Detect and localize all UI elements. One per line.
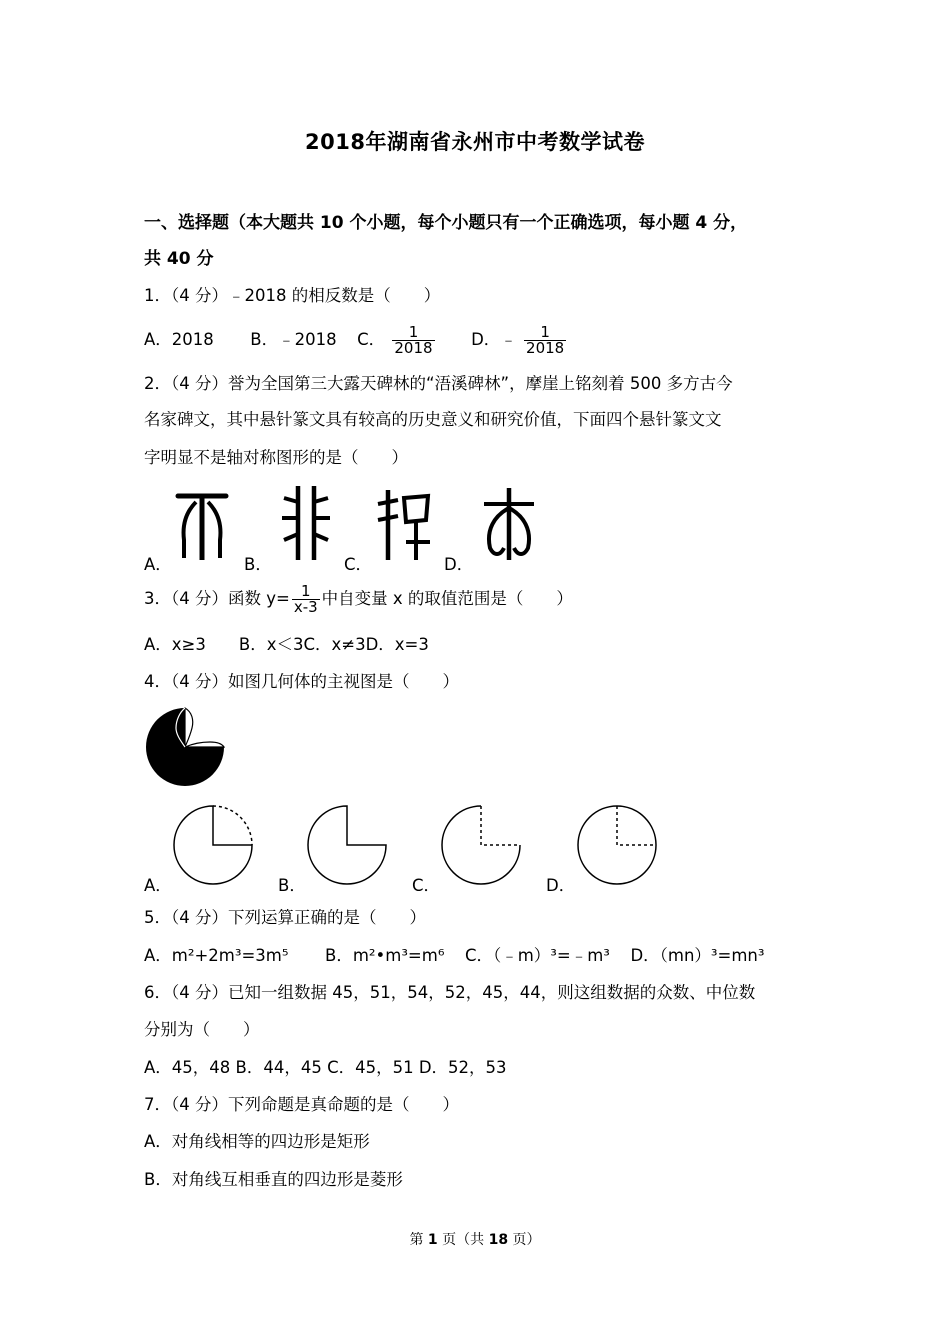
footer-total-pages: 18 [488, 1232, 509, 1248]
section-heading-line1: 一、选择题（本大题共 10 个小题，每个小题只有一个正确选项，每小题 4 分， [144, 213, 748, 233]
q5-options [144, 945, 765, 967]
q3-options: A．x≥3 B．x＜3C．x≠3D．x=3 [144, 635, 429, 654]
q3-numerator: 1 [292, 584, 320, 600]
q4-label-d: D． [546, 876, 576, 895]
q6-line2: 分别为（ ） [144, 1020, 260, 1039]
q5-stem: 5．（4 分）下列运算正确的是（ ） [144, 908, 426, 927]
q1-option-d-denominator: 2018 [526, 339, 565, 357]
q1-option-d-fraction [524, 325, 566, 356]
q1-option-c-fraction [392, 325, 434, 356]
q2-line3: 字明显不是轴对称图形的是（ ） [144, 448, 408, 467]
seal-character-c [376, 486, 436, 562]
q7-option-a: A．对角线相等的四边形是矩形 [144, 1132, 370, 1151]
q6-options: A．45，48 B．44，45 C．45，51 D．52，53 [144, 1058, 507, 1077]
q4-label-b: B． [278, 876, 306, 895]
footer-page-number: 1 [427, 1232, 438, 1248]
q3-prefix: 3．（4 分）函数 y= [144, 589, 290, 608]
footer-suffix: 页） [508, 1232, 541, 1248]
q2-line1: 2．（4 分）誉为全国第三大露天碑林的“浯溪碑林”，摩崖上铭刻着 500 多方古今 [144, 374, 733, 393]
q4-label-a: A． [144, 876, 172, 895]
q1-option-d-numerator: 1 [524, 325, 566, 341]
q4-option-a-figure [172, 804, 254, 886]
seal-character-a [176, 488, 228, 562]
q4-stem: 4．（4 分）如图几何体的主视图是（ ） [144, 672, 459, 691]
q5-option-c: C．（﹣m）³=﹣m³ [464, 946, 610, 965]
q5-option-a: A．m²+2m³=3m⁵ [144, 946, 289, 965]
q4-label-c: C． [412, 876, 441, 895]
q1-option-d-label: D．﹣ [471, 330, 517, 349]
q1-option-c-label: C． [357, 330, 386, 349]
q3-denominator: x-3 [293, 598, 318, 616]
q1-option-b: B．﹣2018 [250, 330, 337, 349]
seal-character-d [480, 486, 538, 562]
q4-option-c-figure [440, 804, 522, 886]
q2-label-d: D． [444, 555, 474, 574]
q2-label-a: A． [144, 555, 172, 574]
section-heading-line2: 共 40 分 [144, 249, 214, 269]
q7-stem: 7．（4 分）下列命题是真命题的是（ ） [144, 1095, 459, 1114]
q1-option-c-numerator: 1 [392, 325, 434, 341]
q2-line2: 名家碑文，其中悬针篆文具有较高的历史意义和研究价值，下面四个悬针篆文文 [144, 410, 722, 429]
q3-suffix: 中自变量 x 的取值范围是（ ） [321, 589, 573, 608]
q1-stem: 1．（4 分）﹣2018 的相反数是（ ） [144, 286, 441, 305]
sphere-solid-figure [144, 706, 226, 788]
q7-option-b: B．对角线互相垂直的四边形是菱形 [144, 1170, 403, 1189]
q1-option-a: A．2018 [144, 330, 214, 349]
q5-option-b: B．m²•m³=m⁶ [325, 946, 445, 965]
q2-label-c: C． [344, 555, 373, 574]
q4-option-d-figure [576, 804, 658, 886]
q6-line1: 6．（4 分）已知一组数据 45，51，54，52，45，44，则这组数据的众数、中位数 [144, 983, 756, 1002]
page-title: 2018年湖南省永州市中考数学试卷 [305, 130, 645, 154]
seal-character-b [280, 484, 332, 562]
q3-fraction [292, 584, 320, 615]
q1-option-c-denominator: 2018 [394, 339, 433, 357]
footer-middle: 页（共 [437, 1232, 489, 1248]
page-footer [0, 1229, 950, 1249]
q4-option-b-figure [306, 804, 388, 886]
q5-option-d: D．（mn）³=mn³ [630, 946, 765, 965]
footer-prefix: 第 [409, 1232, 428, 1248]
q2-label-b: B． [244, 555, 272, 574]
q3-stem [144, 584, 573, 615]
q1-options [144, 325, 568, 356]
